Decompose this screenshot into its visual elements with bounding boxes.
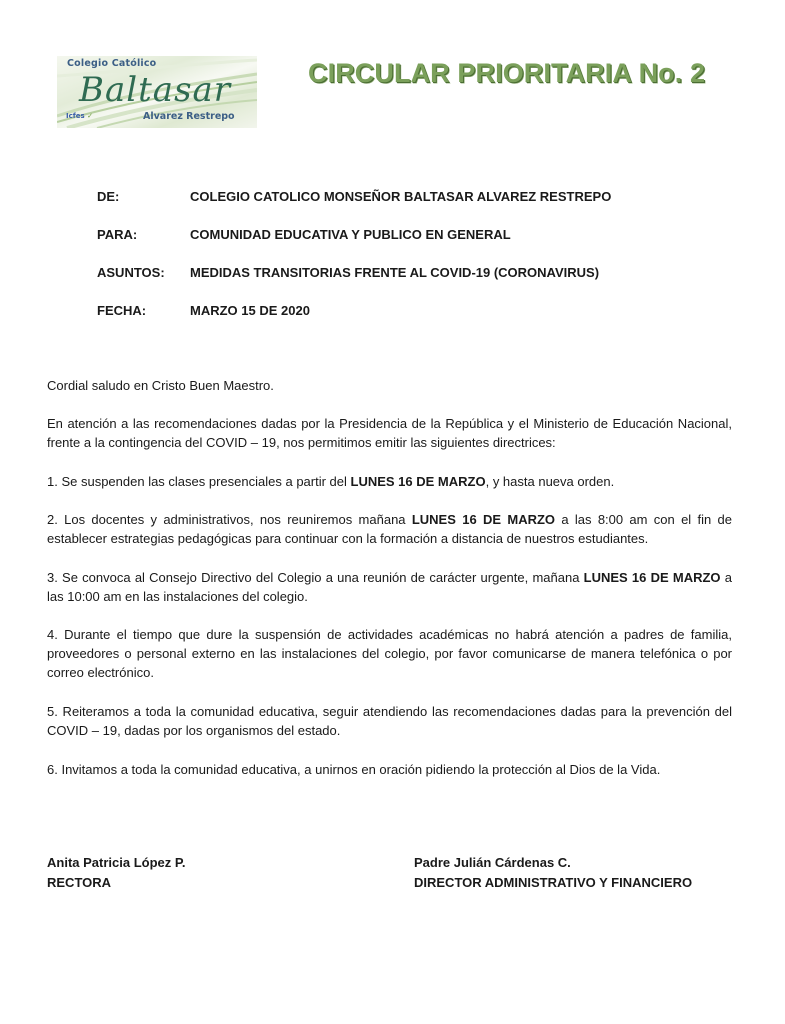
signature-name: Anita Patricia López P. [47,855,186,870]
field-value: MARZO 15 DE 2020 [190,303,310,318]
directive-text: , y hasta nueva orden. [485,474,615,489]
signature-role: DIRECTOR ADMINISTRATIVO Y FINANCIERO [414,875,693,890]
signature-role: RECTORA [47,875,112,890]
directive-5 [47,702,732,740]
icfes-badge [66,112,93,120]
logo-main-text: Baltasar [79,70,232,110]
check-icon: ✓ [87,112,94,120]
directive-6 [47,760,732,779]
directive-emphasis: LUNES 16 DE MARZO [411,512,556,527]
field-subject [97,265,599,280]
directive-emphasis: LUNES 16 DE MARZO [350,474,486,489]
intro-paragraph: En atención a las recomendaciones dadas por la Presidencia de la República y el Ministerio de Educación Nacional, frente a la contingencia del COVID – 19, nos permitimos emitir las siguientes directrices: [47,416,732,450]
signature-name: Padre Julián Cárdenas C. [414,855,571,870]
directive-text: a las 8:00 am con el fin de establecer estrategias pedagógicas para continuar con la formación a distancia de nuestros estudiantes. [47,512,733,546]
icfes-badge-text: Icfes [66,112,85,120]
field-label: DE: [97,189,120,204]
directive-text: a las 10:00 am en las instalaciones del colegio. [47,570,733,604]
field-to [97,227,511,242]
signature-rector [47,853,185,893]
greeting: Cordial saludo en Cristo Buen Maestro. [47,378,274,393]
field-label: ASUNTOS: [97,265,165,280]
directive-emphasis: LUNES 16 DE MARZO [583,570,721,585]
logo-bottom-text: Alvarez Restrepo [143,111,235,122]
school-logo [57,56,257,128]
directive-4 [47,625,732,682]
directive-text: 6. Invitamos a toda la comunidad educativa, a unirnos en oración pidiendo la protección al Dios de la Vida. [47,762,661,777]
directive-1 [47,472,732,491]
field-value: MEDIDAS TRANSITORIAS FRENTE AL COVID-19 (CORONAVIRUS) [190,265,600,280]
directive-2 [47,510,732,548]
signature-director [414,853,692,893]
field-value: COLEGIO CATOLICO MONSEÑOR BALTASAR ALVAREZ RESTREPO [190,189,612,204]
field-from [97,189,611,204]
field-label: FECHA: [97,303,147,318]
field-label: PARA: [97,227,138,242]
directive-text: 3. Se convoca al Consejo Directivo del Colegio a una reunión de carácter urgente, mañana [47,570,584,585]
directive-text: 2. Los docentes y administrativos, nos reuniremos mañana [47,512,412,527]
document-title: CIRCULAR PRIORITARIA No. 2 [308,58,706,88]
directive-text: 4. Durante el tiempo que dure la suspensión de actividades académicas no habrá atención a padres de familia, proveedores o personal externo en las instalaciones del colegio, por favor comunicarse de manera telefónica o por correo electrónico. [47,627,732,680]
logo-top-text: Colegio Católico [67,58,157,69]
field-date [97,303,310,318]
directive-text: 1. Se suspenden las clases presenciales a partir del [47,474,351,489]
directive-text: 5. Reiteramos a toda la comunidad educativa, seguir atendiendo las recomendaciones dadas para la prevención del COVID – 19, dadas por los organismos del estado. [47,704,732,738]
field-value: COMUNIDAD EDUCATIVA Y PUBLICO EN GENERAL [190,227,511,242]
directive-3 [47,568,732,606]
